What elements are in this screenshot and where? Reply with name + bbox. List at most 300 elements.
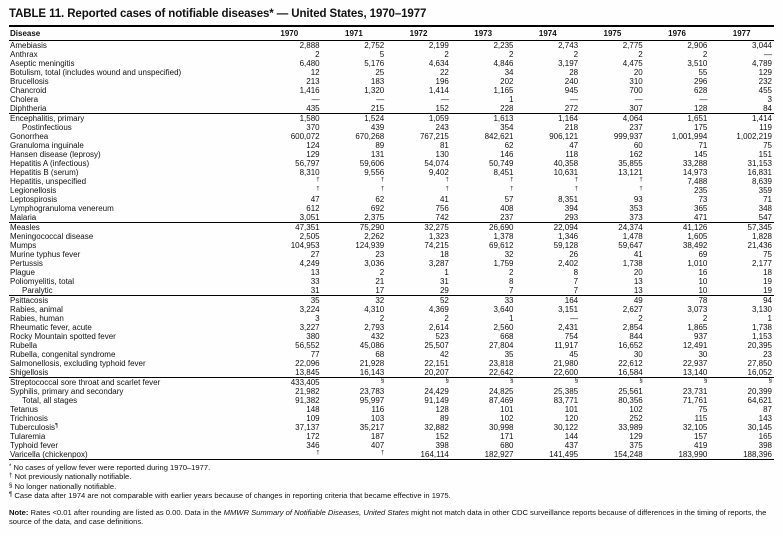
case-count bbox=[516, 177, 581, 186]
case-count: 144 bbox=[564, 432, 579, 441]
case-count: 5,176 bbox=[364, 59, 385, 68]
disease-group bbox=[9, 223, 774, 296]
case-count: 2 bbox=[573, 50, 579, 59]
case-count: 89 bbox=[439, 414, 449, 423]
case-count: 3,130 bbox=[751, 305, 772, 314]
case-count: 3,151 bbox=[558, 305, 579, 314]
table-row bbox=[9, 277, 774, 286]
table-row bbox=[9, 396, 774, 405]
case-count: 1,828 bbox=[751, 232, 772, 241]
case-count: — bbox=[570, 314, 579, 323]
note-text-before: Rates <0.01 after rounding are listed as 0.00. Data in the bbox=[28, 507, 224, 517]
case-count: 21,928 bbox=[359, 359, 385, 368]
case-count: 54,074 bbox=[424, 159, 449, 168]
case-count: 8 bbox=[509, 277, 514, 286]
case-count: 164,114 bbox=[420, 450, 449, 459]
case-count: 30 bbox=[633, 350, 643, 359]
case-count: 69,612 bbox=[489, 241, 514, 250]
case-count: 767,215 bbox=[419, 132, 449, 141]
disease-name: Botulism, total (includes wound and unspecified) bbox=[10, 68, 182, 77]
case-count: 16,584 bbox=[618, 368, 643, 377]
case-count: — bbox=[634, 95, 643, 104]
column-header-year-1975: 1975 bbox=[580, 26, 645, 41]
case-count: 232 bbox=[758, 77, 772, 86]
footnote-marker: † bbox=[380, 177, 385, 183]
footnote-marker: † bbox=[445, 186, 449, 192]
case-count: 2,402 bbox=[558, 259, 579, 268]
column-header-year-1970: 1970 bbox=[257, 26, 322, 41]
case-count: 33 bbox=[451, 296, 516, 306]
case-count: 55 bbox=[698, 68, 708, 77]
case-count: 131 bbox=[370, 150, 385, 159]
disease-name: Encephalitis, primary bbox=[9, 114, 257, 124]
case-count: 171 bbox=[500, 432, 514, 441]
case-count: 999,937 bbox=[613, 132, 643, 141]
case-count: 1,580 bbox=[257, 114, 322, 124]
case-count: 74,215 bbox=[424, 241, 449, 250]
case-count: 145 bbox=[694, 150, 708, 159]
case-count: 218 bbox=[564, 123, 579, 132]
case-count: 23 bbox=[375, 250, 385, 259]
case-count: 52 bbox=[386, 296, 451, 306]
case-count: 16,652 bbox=[618, 341, 643, 350]
footnote-marker: § bbox=[704, 378, 708, 384]
case-count bbox=[257, 450, 322, 460]
case-count: 1,002,219 bbox=[736, 132, 772, 141]
case-count: 1,320 bbox=[364, 86, 385, 95]
footnote-no-longer-notifiable bbox=[9, 482, 774, 491]
case-count: 37,137 bbox=[295, 423, 320, 432]
case-count: 240 bbox=[564, 77, 579, 86]
case-count: 237 bbox=[500, 213, 514, 222]
note-text-after: might not match data in other CDC surveillance reports because of differences in the timing of reports, the source of the data, and case definitions. bbox=[9, 507, 767, 527]
case-count: 1,738 bbox=[622, 259, 643, 268]
table-row bbox=[9, 341, 774, 350]
case-count: 1,010 bbox=[687, 259, 708, 268]
disease-name: Amebiasis bbox=[10, 41, 47, 50]
case-count: 32,882 bbox=[424, 423, 449, 432]
case-count: 172 bbox=[306, 432, 320, 441]
note-citation: MMWR Summary of Notifiable Diseases, United States bbox=[223, 507, 409, 517]
case-count: 22,612 bbox=[618, 359, 643, 368]
case-count: 12,491 bbox=[682, 341, 708, 350]
case-count: 95,997 bbox=[359, 396, 385, 405]
case-count: 50,749 bbox=[489, 159, 514, 168]
case-count: 1,759 bbox=[493, 259, 514, 268]
case-count: 4,475 bbox=[622, 59, 643, 68]
disease-name: Anthrax bbox=[10, 50, 38, 59]
case-count: 120 bbox=[564, 414, 579, 423]
header-row bbox=[9, 26, 774, 41]
case-count: 29 bbox=[439, 286, 449, 295]
case-count: 130 bbox=[435, 150, 449, 159]
case-count: 394 bbox=[564, 204, 579, 213]
footnote-marker: † bbox=[380, 186, 385, 192]
table-row bbox=[9, 132, 774, 141]
case-count: 23,731 bbox=[682, 387, 708, 396]
case-count: 47,351 bbox=[257, 223, 322, 233]
case-count: 1,164 bbox=[516, 114, 581, 124]
column-header-year-1976: 1976 bbox=[645, 26, 710, 41]
disease-name: Mumps bbox=[10, 241, 37, 250]
case-count: 600,072 bbox=[290, 132, 320, 141]
case-count: 293 bbox=[564, 213, 579, 222]
case-count: 435 bbox=[306, 104, 320, 113]
case-count: 30,145 bbox=[747, 423, 772, 432]
table-row bbox=[9, 441, 774, 450]
table-row bbox=[9, 41, 774, 51]
case-count: 844 bbox=[629, 332, 643, 341]
disease-name: Tularemia bbox=[10, 432, 46, 441]
case-count: 124 bbox=[306, 141, 320, 150]
table-row bbox=[9, 259, 774, 268]
disease-name: Hansen disease (leprosy) bbox=[10, 150, 101, 159]
disease-name: Rubella, congenital syndrome bbox=[10, 350, 116, 359]
case-count bbox=[257, 186, 322, 195]
disease-name: Hepatitis A (infectious) bbox=[10, 159, 90, 168]
case-count: 272 bbox=[564, 104, 579, 113]
case-count: 237 bbox=[629, 123, 643, 132]
case-count: 129 bbox=[758, 68, 772, 77]
case-count: 2,743 bbox=[558, 41, 579, 50]
case-count: 6,480 bbox=[299, 59, 320, 68]
table-row bbox=[9, 286, 774, 296]
disease-name: Psittacosis bbox=[9, 296, 257, 306]
table-row bbox=[9, 323, 774, 332]
case-count: 700 bbox=[629, 86, 643, 95]
disease-name: Granuloma inguinale bbox=[10, 141, 84, 150]
case-count: 25,507 bbox=[424, 341, 449, 350]
case-count: 398 bbox=[758, 441, 772, 450]
disease-name: Rabies, animal bbox=[10, 305, 63, 314]
case-count: 455 bbox=[758, 86, 772, 95]
case-count: 2,177 bbox=[751, 259, 772, 268]
case-count: 754 bbox=[564, 332, 579, 341]
case-count: 87,469 bbox=[489, 396, 514, 405]
case-count: — bbox=[440, 95, 449, 104]
footnote-text: No cases of yellow fever were reported during 1970–1977. bbox=[13, 463, 211, 472]
case-count bbox=[645, 378, 710, 388]
case-count: 353 bbox=[629, 204, 643, 213]
case-count: 432 bbox=[370, 332, 385, 341]
case-count: 165 bbox=[758, 432, 772, 441]
case-count: 3,287 bbox=[428, 259, 449, 268]
case-count: 22,642 bbox=[489, 368, 514, 377]
disease-name: Rocky Mountain spotted fever bbox=[10, 332, 116, 341]
case-count: 1,651 bbox=[645, 114, 710, 124]
case-count: 28 bbox=[569, 68, 579, 77]
disease-name: Pertussis bbox=[10, 259, 43, 268]
case-count: 2,627 bbox=[622, 305, 643, 314]
footnote-text: Case data after 1974 are not comparable with earlier years because of changes in reporting criteria that became effective in 1975. bbox=[14, 491, 451, 501]
table-row bbox=[9, 150, 774, 159]
case-count: 16,831 bbox=[747, 168, 772, 177]
case-count: 101 bbox=[564, 405, 579, 414]
case-count: 25,385 bbox=[553, 387, 579, 396]
table-row bbox=[9, 77, 774, 86]
disease-name: Typhoid fever bbox=[10, 441, 59, 450]
column-header-disease: Disease bbox=[9, 26, 257, 41]
disease-name: Meningococcal disease bbox=[10, 232, 94, 241]
table-row bbox=[9, 350, 774, 359]
case-count: 439 bbox=[370, 123, 385, 132]
case-count: 118 bbox=[565, 150, 579, 159]
case-count: 24,429 bbox=[424, 387, 449, 396]
case-count: 81 bbox=[439, 141, 449, 150]
case-count: 23,818 bbox=[489, 359, 514, 368]
case-count: 7,488 bbox=[687, 177, 708, 186]
disease-name: Rabies, human bbox=[10, 314, 64, 323]
case-count: 103 bbox=[370, 414, 385, 423]
case-count: 21,982 bbox=[295, 387, 320, 396]
case-count: 4,789 bbox=[751, 59, 772, 68]
case-count: 20,395 bbox=[747, 341, 772, 350]
table-row bbox=[9, 423, 774, 432]
case-count: 101 bbox=[500, 405, 514, 414]
case-count: 56,552 bbox=[295, 341, 320, 350]
case-count: 20,399 bbox=[747, 387, 772, 396]
case-count: 2 bbox=[444, 50, 449, 59]
case-count: 62 bbox=[375, 195, 385, 204]
case-count: 187 bbox=[370, 432, 385, 441]
table-row bbox=[9, 378, 774, 388]
disease-group bbox=[9, 41, 774, 114]
footnote-marker: † bbox=[510, 177, 514, 183]
table-row bbox=[9, 95, 774, 104]
disease-name: Hepatitis B (serum) bbox=[10, 168, 79, 177]
case-count: 124,939 bbox=[355, 241, 385, 250]
case-count: 7 bbox=[509, 286, 514, 295]
footnote-marker: † bbox=[639, 186, 643, 192]
case-count: 14,973 bbox=[682, 168, 708, 177]
case-count bbox=[580, 186, 645, 195]
footnote-marker: † bbox=[316, 450, 320, 456]
case-count: 128 bbox=[435, 405, 449, 414]
case-count: 348 bbox=[758, 204, 772, 213]
case-count: 32,275 bbox=[386, 223, 451, 233]
case-count: 30,122 bbox=[553, 423, 579, 432]
case-count: 84 bbox=[763, 104, 772, 113]
case-count bbox=[451, 378, 516, 388]
footnote-text: No longer nationally notifiable. bbox=[14, 481, 117, 491]
footnote-marker: † bbox=[574, 177, 579, 183]
case-count: 2,854 bbox=[622, 323, 643, 332]
case-count: 91,149 bbox=[424, 396, 449, 405]
case-count: 94 bbox=[709, 296, 774, 306]
disease-name: Legionellosis bbox=[10, 186, 57, 195]
table-row bbox=[9, 359, 774, 368]
case-count: 373 bbox=[629, 213, 643, 222]
case-count: 8,351 bbox=[558, 195, 579, 204]
disease-name: Lymphogranuloma venereum bbox=[10, 204, 114, 213]
case-count: 2,752 bbox=[364, 41, 385, 50]
case-count: 2,560 bbox=[493, 323, 514, 332]
footnote-marker: § bbox=[574, 378, 579, 384]
table-row bbox=[9, 141, 774, 150]
case-count: 59,647 bbox=[618, 241, 643, 250]
table-row bbox=[9, 332, 774, 341]
case-count: 1 bbox=[509, 314, 514, 323]
case-count: 11,917 bbox=[554, 341, 579, 350]
case-count: 2,793 bbox=[364, 323, 385, 332]
table-row bbox=[9, 405, 774, 414]
case-count: 612 bbox=[306, 204, 320, 213]
case-count: 13,845 bbox=[295, 368, 320, 377]
case-count: 1,323 bbox=[428, 232, 449, 241]
case-count: 3,073 bbox=[687, 305, 708, 314]
case-count: 31,153 bbox=[747, 159, 772, 168]
case-count: 2,235 bbox=[493, 41, 514, 50]
case-count: 2 bbox=[638, 314, 643, 323]
case-count: 407 bbox=[370, 441, 385, 450]
case-count: 35 bbox=[504, 350, 514, 359]
case-count: 13 bbox=[633, 286, 643, 295]
case-count bbox=[516, 186, 581, 195]
case-count: 102 bbox=[629, 405, 643, 414]
case-count: 8,310 bbox=[299, 168, 320, 177]
case-count: 2,375 bbox=[364, 213, 385, 222]
case-count: 22,600 bbox=[553, 368, 579, 377]
table-row bbox=[9, 123, 774, 132]
case-count: 109 bbox=[306, 414, 320, 423]
case-count: 102 bbox=[500, 414, 514, 423]
case-count bbox=[451, 177, 516, 186]
case-count: 252 bbox=[629, 414, 643, 423]
case-count: 75 bbox=[698, 405, 708, 414]
table-row bbox=[9, 204, 774, 213]
table-row bbox=[9, 59, 774, 68]
disease-name: Postinfectious bbox=[22, 123, 72, 132]
case-count bbox=[386, 186, 451, 195]
disease-name: Murine typhus fever bbox=[10, 250, 81, 259]
case-count: 22,096 bbox=[295, 359, 320, 368]
table-row bbox=[9, 213, 774, 223]
table-row bbox=[9, 241, 774, 250]
case-count: 10 bbox=[698, 286, 708, 295]
case-count: 69 bbox=[698, 250, 708, 259]
disease-name: Measles bbox=[9, 223, 257, 233]
disease-name: Diphtheria bbox=[10, 104, 47, 113]
case-count: 906,121 bbox=[549, 132, 579, 141]
case-count: 2,199 bbox=[428, 41, 449, 50]
case-count: 129 bbox=[306, 150, 320, 159]
case-count: 21 bbox=[375, 277, 385, 286]
disease-name: Hepatitis, unspecified bbox=[10, 177, 87, 186]
column-header-year-1974: 1974 bbox=[516, 26, 581, 41]
case-count: 30,998 bbox=[489, 423, 514, 432]
case-count: 243 bbox=[435, 123, 449, 132]
disease-name: Streptococcal sore throat and scarlet fever bbox=[9, 378, 257, 388]
case-count: 89 bbox=[375, 141, 385, 150]
table-row bbox=[9, 68, 774, 77]
case-count bbox=[386, 177, 451, 186]
case-count: 16,052 bbox=[747, 368, 772, 377]
case-count: 20 bbox=[633, 268, 643, 277]
case-count: 1,153 bbox=[751, 332, 772, 341]
case-count: 433,405 bbox=[257, 378, 322, 388]
case-count: 31 bbox=[439, 277, 449, 286]
case-count: 151 bbox=[758, 150, 772, 159]
case-count: 228 bbox=[500, 104, 514, 113]
case-count: 154,248 bbox=[613, 450, 643, 459]
table-row bbox=[9, 250, 774, 259]
case-count: 1 bbox=[444, 268, 449, 277]
case-count: 152 bbox=[435, 104, 449, 113]
footnote-symbol: † bbox=[9, 473, 13, 480]
case-count: 188,396 bbox=[743, 450, 772, 459]
case-count: 57,345 bbox=[709, 223, 774, 233]
case-count: 38,492 bbox=[682, 241, 708, 250]
case-count: 359 bbox=[758, 186, 772, 195]
case-count: 2 bbox=[509, 268, 514, 277]
case-count: 3,036 bbox=[364, 259, 385, 268]
disease-name: Tuberculosis¶ bbox=[10, 423, 59, 432]
table-row bbox=[9, 186, 774, 195]
case-count: 41,126 bbox=[645, 223, 710, 233]
case-count: 471 bbox=[694, 213, 708, 222]
case-count: 307 bbox=[629, 104, 643, 113]
table-row bbox=[9, 414, 774, 423]
table-row bbox=[9, 368, 774, 378]
case-count: 2 bbox=[702, 314, 708, 323]
disease-name: Chancroid bbox=[10, 86, 47, 95]
case-count bbox=[257, 177, 322, 186]
case-count: 33 bbox=[310, 277, 320, 286]
case-count: 17 bbox=[375, 286, 385, 295]
table-row bbox=[9, 159, 774, 168]
case-count: 310 bbox=[629, 77, 643, 86]
case-count bbox=[322, 450, 387, 460]
disease-name: Salmonellosis, excluding typhoid fever bbox=[10, 359, 146, 368]
case-count: 3,640 bbox=[493, 305, 514, 314]
case-count: 33,989 bbox=[618, 423, 643, 432]
case-count: 3,044 bbox=[751, 41, 772, 50]
case-count: 354 bbox=[500, 123, 514, 132]
case-count bbox=[322, 378, 387, 388]
case-count: 27,850 bbox=[747, 359, 772, 368]
case-count: 42 bbox=[439, 350, 449, 359]
case-count: 2,431 bbox=[558, 323, 579, 332]
table-row bbox=[9, 387, 774, 396]
disease-name: Brucellosis bbox=[10, 77, 49, 86]
disease-name: Poliomyelitis, total bbox=[10, 277, 75, 286]
case-count: 47 bbox=[310, 195, 320, 204]
case-count: 20 bbox=[633, 68, 643, 77]
footnote-text: Not previously nationally notifiable. bbox=[14, 472, 132, 482]
disease-group bbox=[9, 378, 774, 460]
case-count: 35,855 bbox=[618, 159, 643, 168]
case-count: 19 bbox=[763, 286, 772, 295]
case-count: 2,614 bbox=[428, 323, 449, 332]
case-count: 129 bbox=[629, 432, 643, 441]
case-count: 2,888 bbox=[299, 41, 320, 50]
case-count: 22,094 bbox=[516, 223, 581, 233]
case-count: 202 bbox=[500, 77, 514, 86]
table-row bbox=[9, 195, 774, 204]
table-row bbox=[9, 177, 774, 186]
case-count: 71 bbox=[763, 195, 772, 204]
case-count: 18 bbox=[439, 250, 449, 259]
footnote-marker: † bbox=[316, 186, 320, 192]
column-header-year-1977: 1977 bbox=[709, 26, 774, 41]
case-count: 628 bbox=[694, 86, 708, 95]
case-count: 375 bbox=[629, 441, 643, 450]
case-count: 13,140 bbox=[682, 368, 708, 377]
case-count: 47 bbox=[569, 141, 579, 150]
footnote-marker: † bbox=[445, 177, 449, 183]
case-count: 2,775 bbox=[622, 41, 643, 50]
note-paragraph bbox=[9, 508, 774, 527]
